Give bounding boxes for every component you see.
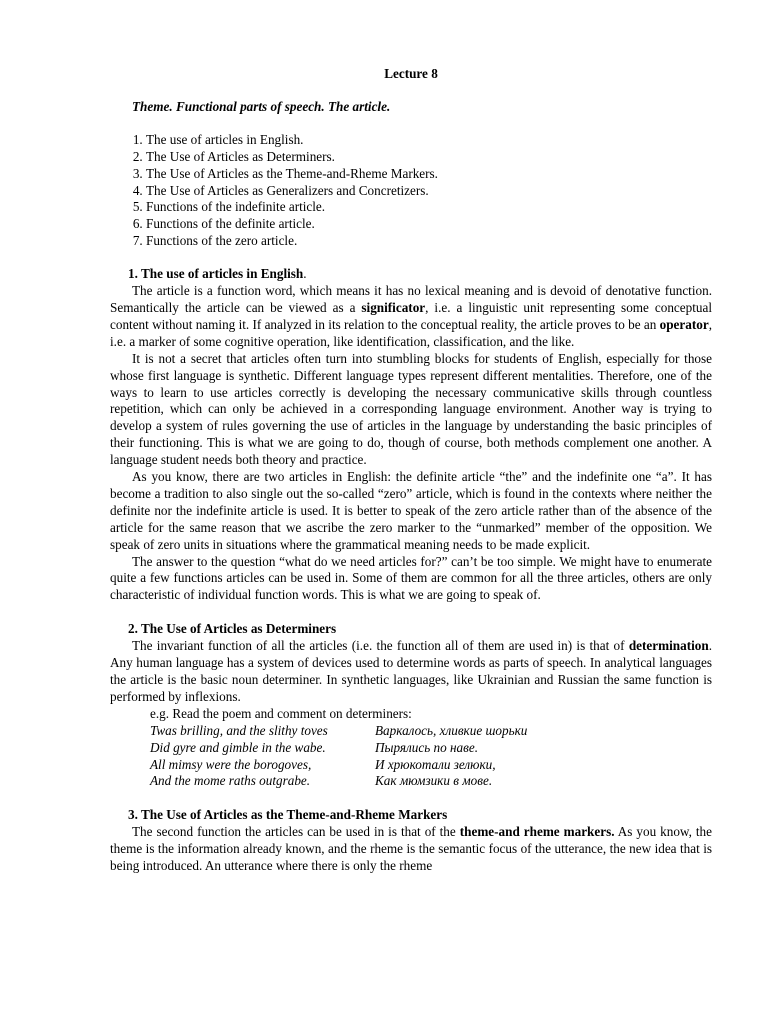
toc-item: 4. The Use of Articles as Generalizers and Concretizers. xyxy=(146,183,712,200)
toc-item: 3. The Use of Articles as the Theme-and-Rheme Markers. xyxy=(146,166,712,183)
term-theme-rheme-markers: theme-and rheme markers. xyxy=(459,824,615,840)
term-operator: operator xyxy=(659,316,709,332)
section-3-paragraph: The second function the articles can be used in is that of the theme-and rheme markers. As you know, the theme is the information already known, and the rheme is the semantic focus of the utterance, the new idea that is being introduced. An utterance where there is only the rheme xyxy=(110,824,712,874)
section-1-heading: 1. The use of articles in English. xyxy=(128,266,307,282)
term-determination: determination xyxy=(628,638,709,654)
toc-item: 5. Functions of the indefinite article. xyxy=(146,199,712,216)
poem-line: All mimsy were the borogoves, И хрюкотали зелюки, xyxy=(150,756,496,772)
section-3-heading: 3. The Use of Articles as the Theme-and-Rheme Markers xyxy=(128,807,448,823)
toc-item: 7. Functions of the zero article. xyxy=(146,233,712,250)
term-significator: significator xyxy=(361,299,426,315)
section-2-heading: 2. The Use of Articles as Determiners xyxy=(128,621,337,637)
example-instruction: e.g. Read the poem and comment on determiners: xyxy=(150,705,412,721)
section-1-paragraph: As you know, there are two articles in English: the definite article “the” and the indefinite one “a”. It has become a tradition to also single out the so-called “zero” article, which is found in the contexts where neither the definite nor the indefinite article is used. It is better to speak of the zero article rather than of the absence of the article for the same reason that we ascribe the zero marker to the “unmarked” member of the opposition. We speak of zero units in situations where the grammatical meaning needs to be made explicit. xyxy=(110,469,712,552)
toc-item: 6. Functions of the definite article. xyxy=(146,216,712,233)
poem-line: And the mome raths outgrabe. Как мюмзики в мове. xyxy=(150,773,493,789)
poem xyxy=(110,723,712,791)
table-of-contents xyxy=(110,132,712,250)
section-2-paragraph: The invariant function of all the articles (i.e. the function all of them are used in) is that of determination. Any human language has a system of devices used to determine words as parts of speech. In analytical languages the article is the basic noun determiner. In synthetic languages, like Ukrainian and Russian the same function is performed by inflexions. xyxy=(110,638,712,704)
poem-line: Twas brilling, and the slithy toves Варкалось, хливкие шорьки xyxy=(150,722,528,738)
section-1-paragraph: It is not a secret that articles often turn into stumbling blocks for students of English, especially for those whose first language is synthetic. Different language types represent different mentalities. Therefore, one of the ways to learn to use articles correctly is developing the necessary communicative skills through countless repetition, which can only be achieved in a corresponding language environment. Another way is trying to develop a system of rules governing the use of articles in the language by understanding the basic principles of their functioning. This is what we are going to do, though of course, both methods complement one another. A language student needs both theory and practice. xyxy=(110,350,712,468)
document-page xyxy=(110,66,712,875)
section-1-paragraph: The article is a function word, which means it has no lexical meaning and is devoid of denotative function. Semantically the article can be viewed as a significator, i.e. a linguistic unit representing some conceptual content without naming it. If analyzed in its relation to the conceptual reality, the article proves to be an operator, i.e. a marker of some cognitive operation, like identification, classification, and the like. xyxy=(110,283,712,349)
section-1-paragraph: The answer to the question “what do we need articles for?” can’t be too simple. We might have to enumerate quite a few functions articles can be used in. Some of them are common for all the three articles, others are only characteristic of individual function words. This is what we are going to speak of. xyxy=(110,553,712,603)
lecture-title: Lecture 8 xyxy=(384,66,438,81)
toc-item: 2. The Use of Articles as Determiners. xyxy=(146,149,712,166)
toc-item: 1. The use of articles in English. xyxy=(146,132,712,149)
poem-line: Did gyre and gimble in the wabe. Пырялись по наве. xyxy=(150,739,478,755)
lecture-theme: Theme. Functional parts of speech. The article. xyxy=(132,98,391,114)
